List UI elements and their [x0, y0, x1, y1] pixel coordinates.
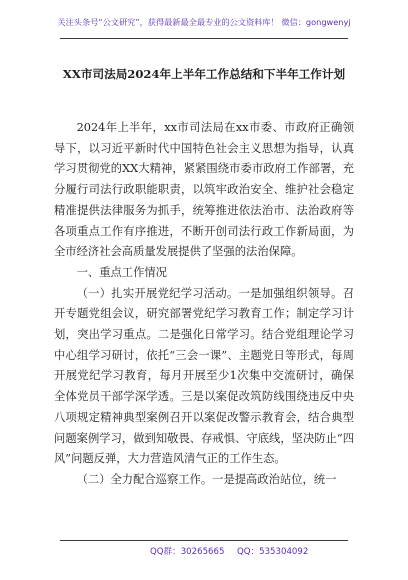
header-divider	[60, 38, 348, 39]
header-banner	[0, 10, 408, 40]
intro-paragraph: 2024年上半年，xx市司法局在xx市委、市政府正确领导下，以习近平新时代中国特色社会主义思想为指导，认真学习贯彻党的XX大精神，紧紧围绕市委市政府工作部署，充分履行司法行政职能职责，以筑牢政治安全、维护社会稳定精准提供法律服务为抓手，统筹推进依法治市、法治政府等各项重点工作有序推进，不断开创司法行政工作新局面，为全市经济社会高质量发展提供了坚强的法治保障。	[54, 121, 354, 259]
section-heading: 一、重点工作情况	[76, 265, 167, 279]
item-1-paragraph: （一）扎实开展党纪学习活动。一是加强组织领导。召开专题党组会议，研究部署党纪学习教育工作；制定学习计划，突出学习重点。二是强化日常学习。结合党组理论学习中心组学习研讨，依托“三会一课”、主题党日等形式，每周开展党纪学习教育，每月开展至少1次集中交流研讨，确保全体党员干部学深学透。三是以案促改筑防线围绕违反中央八项规定精神典型案例召开以案促改警示教育会，结合典型问题案例学习，做到知敬畏、存戒惧、守底线，坚决防止“四风”问题反弹，大力营造风清气正的工作生态。	[54, 286, 354, 466]
page-footer	[0, 540, 408, 580]
document-title: XX市司法局2024年上半年工作总结和下半年工作计划	[62, 67, 346, 81]
footer-qq-group: QQ群：30265665	[150, 547, 225, 557]
document-body	[54, 118, 354, 491]
item-2-paragraph: （二）全力配合巡察工作。一是提高政治站位，统一	[76, 472, 337, 486]
footer-divider	[60, 540, 348, 541]
footer-qq-number: QQ：535304092	[237, 547, 309, 557]
banner-text: 关注头条号“公文研究”，获得最新最全最专业的公文资料库！ 微信：gongwenyj	[57, 17, 351, 27]
